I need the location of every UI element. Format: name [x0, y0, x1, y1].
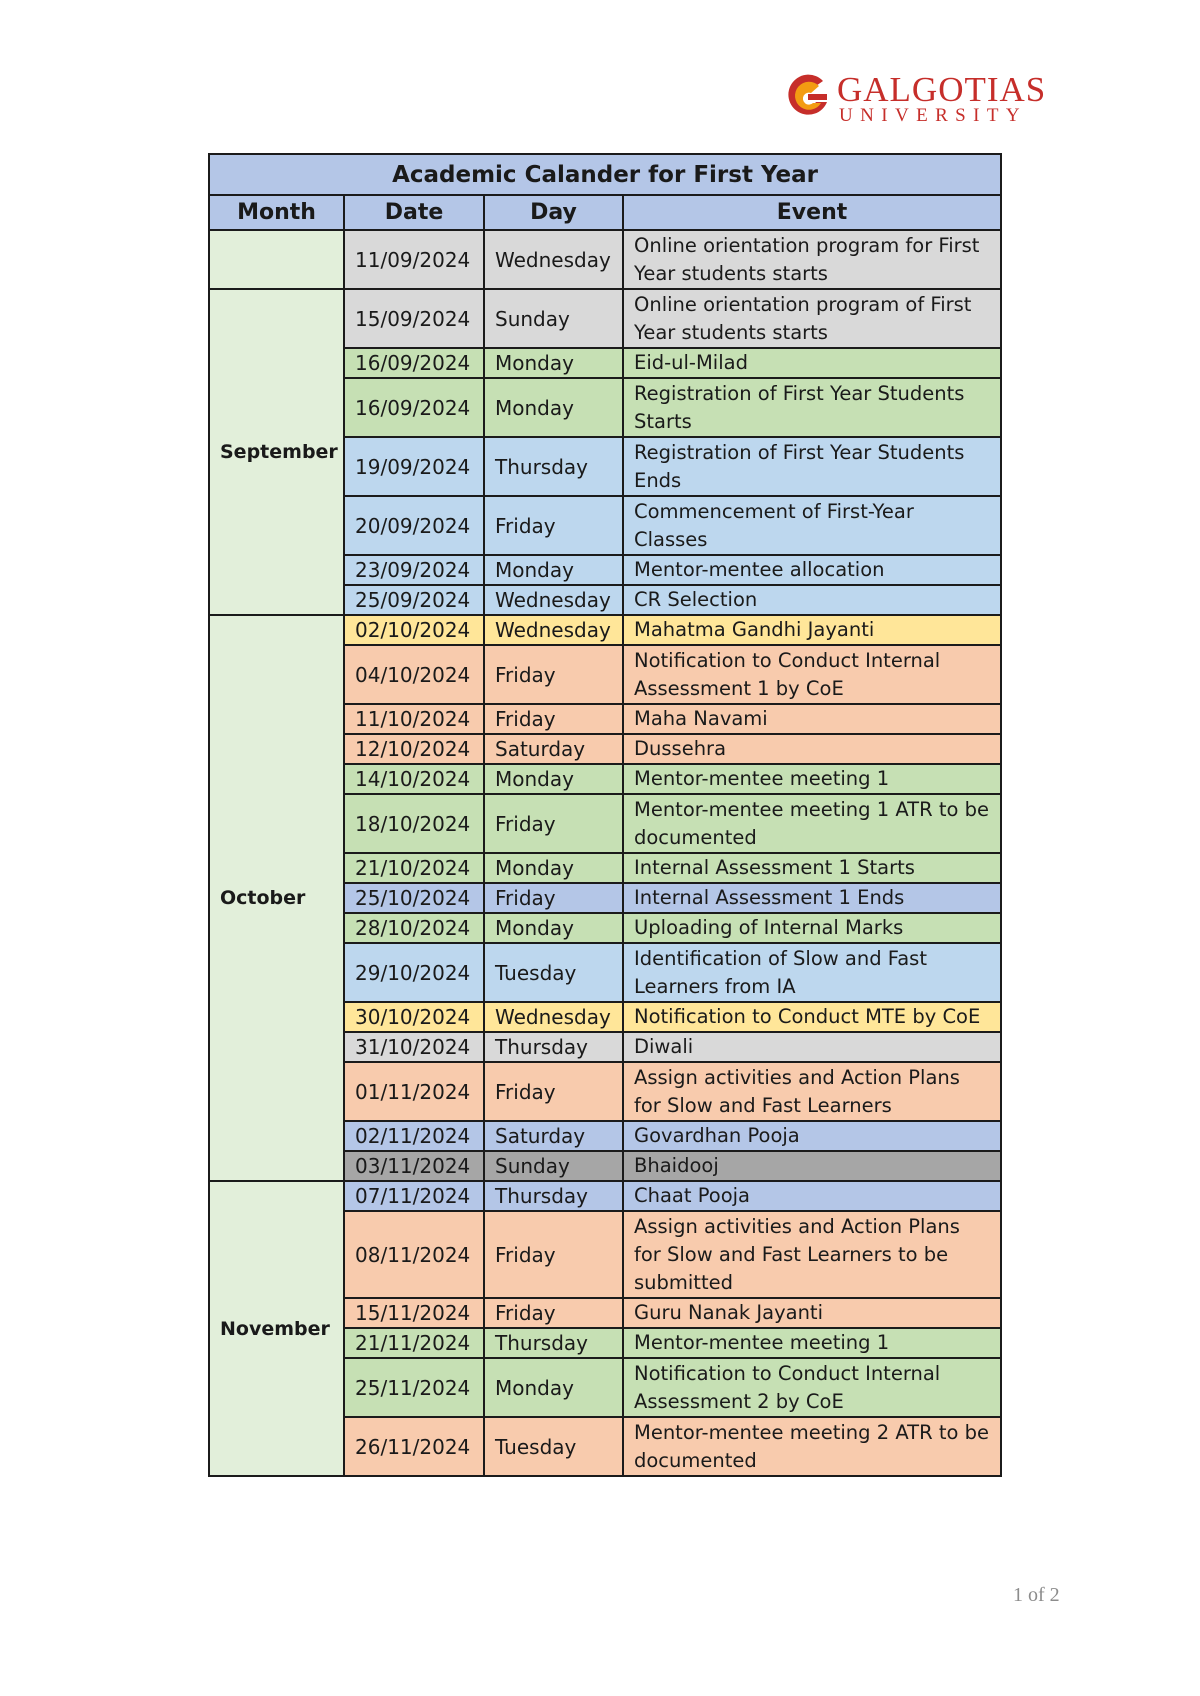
- date-cell: 29/10/2024: [344, 943, 484, 1002]
- header-month: Month: [209, 195, 344, 230]
- date-cell: 12/10/2024: [344, 734, 484, 764]
- date-cell: 07/11/2024: [344, 1181, 484, 1211]
- day-cell: Tuesday: [484, 943, 623, 1002]
- academic-calendar-table: [208, 153, 1002, 1477]
- event-cell: Chaat Pooja: [623, 1181, 1001, 1211]
- date-cell: 03/11/2024: [344, 1151, 484, 1181]
- event-cell: Maha Navami: [623, 704, 1001, 734]
- month-cell: November: [209, 1181, 344, 1476]
- date-cell: 25/09/2024: [344, 585, 484, 615]
- event-cell: Mentor-mentee meeting 2 ATR to be documented: [623, 1417, 1001, 1476]
- table-row: [209, 230, 1001, 289]
- header-event: Event: [623, 195, 1001, 230]
- day-cell: Monday: [484, 378, 623, 437]
- logo-name: GALGOTIAS: [837, 70, 1047, 109]
- event-cell: Govardhan Pooja: [623, 1121, 1001, 1151]
- day-cell: Sunday: [484, 289, 623, 348]
- date-cell: 11/10/2024: [344, 704, 484, 734]
- date-cell: 14/10/2024: [344, 764, 484, 794]
- day-cell: Wednesday: [484, 1002, 623, 1032]
- day-cell: Friday: [484, 1211, 623, 1298]
- date-cell: 15/09/2024: [344, 289, 484, 348]
- galgotias-emblem-icon: [783, 72, 833, 122]
- day-cell: Saturday: [484, 1121, 623, 1151]
- event-cell: Registration of First Year Students Ends: [623, 437, 1001, 496]
- date-cell: 11/09/2024: [344, 230, 484, 289]
- day-cell: Thursday: [484, 437, 623, 496]
- day-cell: Thursday: [484, 1032, 623, 1062]
- date-cell: 08/11/2024: [344, 1211, 484, 1298]
- table-body: [209, 230, 1001, 1476]
- event-cell: Mentor-mentee allocation: [623, 555, 1001, 585]
- day-cell: Friday: [484, 496, 623, 555]
- month-cell: [209, 230, 344, 289]
- event-cell: Internal Assessment 1 Ends: [623, 883, 1001, 913]
- table-row: [209, 289, 1001, 348]
- date-cell: 28/10/2024: [344, 913, 484, 943]
- day-cell: Friday: [484, 794, 623, 853]
- day-cell: Sunday: [484, 1151, 623, 1181]
- day-cell: Friday: [484, 1062, 623, 1121]
- event-cell: Dussehra: [623, 734, 1001, 764]
- event-cell: Notification to Conduct Internal Assessment 2 by CoE: [623, 1358, 1001, 1417]
- event-cell: Notification to Conduct MTE by CoE: [623, 1002, 1001, 1032]
- table-row: [209, 615, 1001, 645]
- event-cell: Internal Assessment 1 Starts: [623, 853, 1001, 883]
- date-cell: 18/10/2024: [344, 794, 484, 853]
- date-cell: 20/09/2024: [344, 496, 484, 555]
- month-cell: October: [209, 615, 344, 1181]
- event-cell: Mentor-mentee meeting 1: [623, 764, 1001, 794]
- day-cell: Friday: [484, 704, 623, 734]
- date-cell: 04/10/2024: [344, 645, 484, 704]
- day-cell: Monday: [484, 853, 623, 883]
- event-cell: Bhaidooj: [623, 1151, 1001, 1181]
- date-cell: 31/10/2024: [344, 1032, 484, 1062]
- event-cell: Assign activities and Action Plans for Slow and Fast Learners to be submitted: [623, 1211, 1001, 1298]
- date-cell: 01/11/2024: [344, 1062, 484, 1121]
- day-cell: Thursday: [484, 1328, 623, 1358]
- day-cell: Monday: [484, 348, 623, 378]
- day-cell: Monday: [484, 913, 623, 943]
- date-cell: 02/11/2024: [344, 1121, 484, 1151]
- date-cell: 26/11/2024: [344, 1417, 484, 1476]
- event-cell: Mentor-mentee meeting 1 ATR to be documented: [623, 794, 1001, 853]
- event-cell: Identification of Slow and Fast Learners from IA: [623, 943, 1001, 1002]
- date-cell: 25/11/2024: [344, 1358, 484, 1417]
- date-cell: 23/09/2024: [344, 555, 484, 585]
- table-title: Academic Calander for First Year: [209, 154, 1001, 195]
- event-cell: Registration of First Year Students Starts: [623, 378, 1001, 437]
- day-cell: Friday: [484, 645, 623, 704]
- logo-subtitle: UNIVERSITY: [839, 105, 1027, 126]
- event-cell: Online orientation program for First Year students starts: [623, 230, 1001, 289]
- day-cell: Friday: [484, 883, 623, 913]
- day-cell: Tuesday: [484, 1417, 623, 1476]
- header-date: Date: [344, 195, 484, 230]
- date-cell: 25/10/2024: [344, 883, 484, 913]
- header-day: Day: [484, 195, 623, 230]
- table-row: [209, 1181, 1001, 1211]
- day-cell: Wednesday: [484, 615, 623, 645]
- day-cell: Friday: [484, 1298, 623, 1328]
- event-cell: Mahatma Gandhi Jayanti: [623, 615, 1001, 645]
- date-cell: 30/10/2024: [344, 1002, 484, 1032]
- date-cell: 16/09/2024: [344, 378, 484, 437]
- date-cell: 21/11/2024: [344, 1328, 484, 1358]
- date-cell: 19/09/2024: [344, 437, 484, 496]
- event-cell: Guru Nanak Jayanti: [623, 1298, 1001, 1328]
- event-cell: Diwali: [623, 1032, 1001, 1062]
- event-cell: Commencement of First-Year Classes: [623, 496, 1001, 555]
- event-cell: Online orientation program of First Year students starts: [623, 289, 1001, 348]
- day-cell: Monday: [484, 1358, 623, 1417]
- event-cell: Assign activities and Action Plans for Slow and Fast Learners: [623, 1062, 1001, 1121]
- date-cell: 16/09/2024: [344, 348, 484, 378]
- day-cell: Monday: [484, 555, 623, 585]
- day-cell: Wednesday: [484, 585, 623, 615]
- event-cell: Eid-ul-Milad: [623, 348, 1001, 378]
- page-number: 1 of 2: [1013, 1584, 1060, 1606]
- day-cell: Saturday: [484, 734, 623, 764]
- university-logo: [783, 70, 1063, 130]
- event-cell: Uploading of Internal Marks: [623, 913, 1001, 943]
- event-cell: Mentor-mentee meeting 1: [623, 1328, 1001, 1358]
- day-cell: Wednesday: [484, 230, 623, 289]
- date-cell: 21/10/2024: [344, 853, 484, 883]
- day-cell: Monday: [484, 764, 623, 794]
- event-cell: CR Selection: [623, 585, 1001, 615]
- event-cell: Notification to Conduct Internal Assessment 1 by CoE: [623, 645, 1001, 704]
- date-cell: 02/10/2024: [344, 615, 484, 645]
- date-cell: 15/11/2024: [344, 1298, 484, 1328]
- month-cell: September: [209, 289, 344, 615]
- day-cell: Thursday: [484, 1181, 623, 1211]
